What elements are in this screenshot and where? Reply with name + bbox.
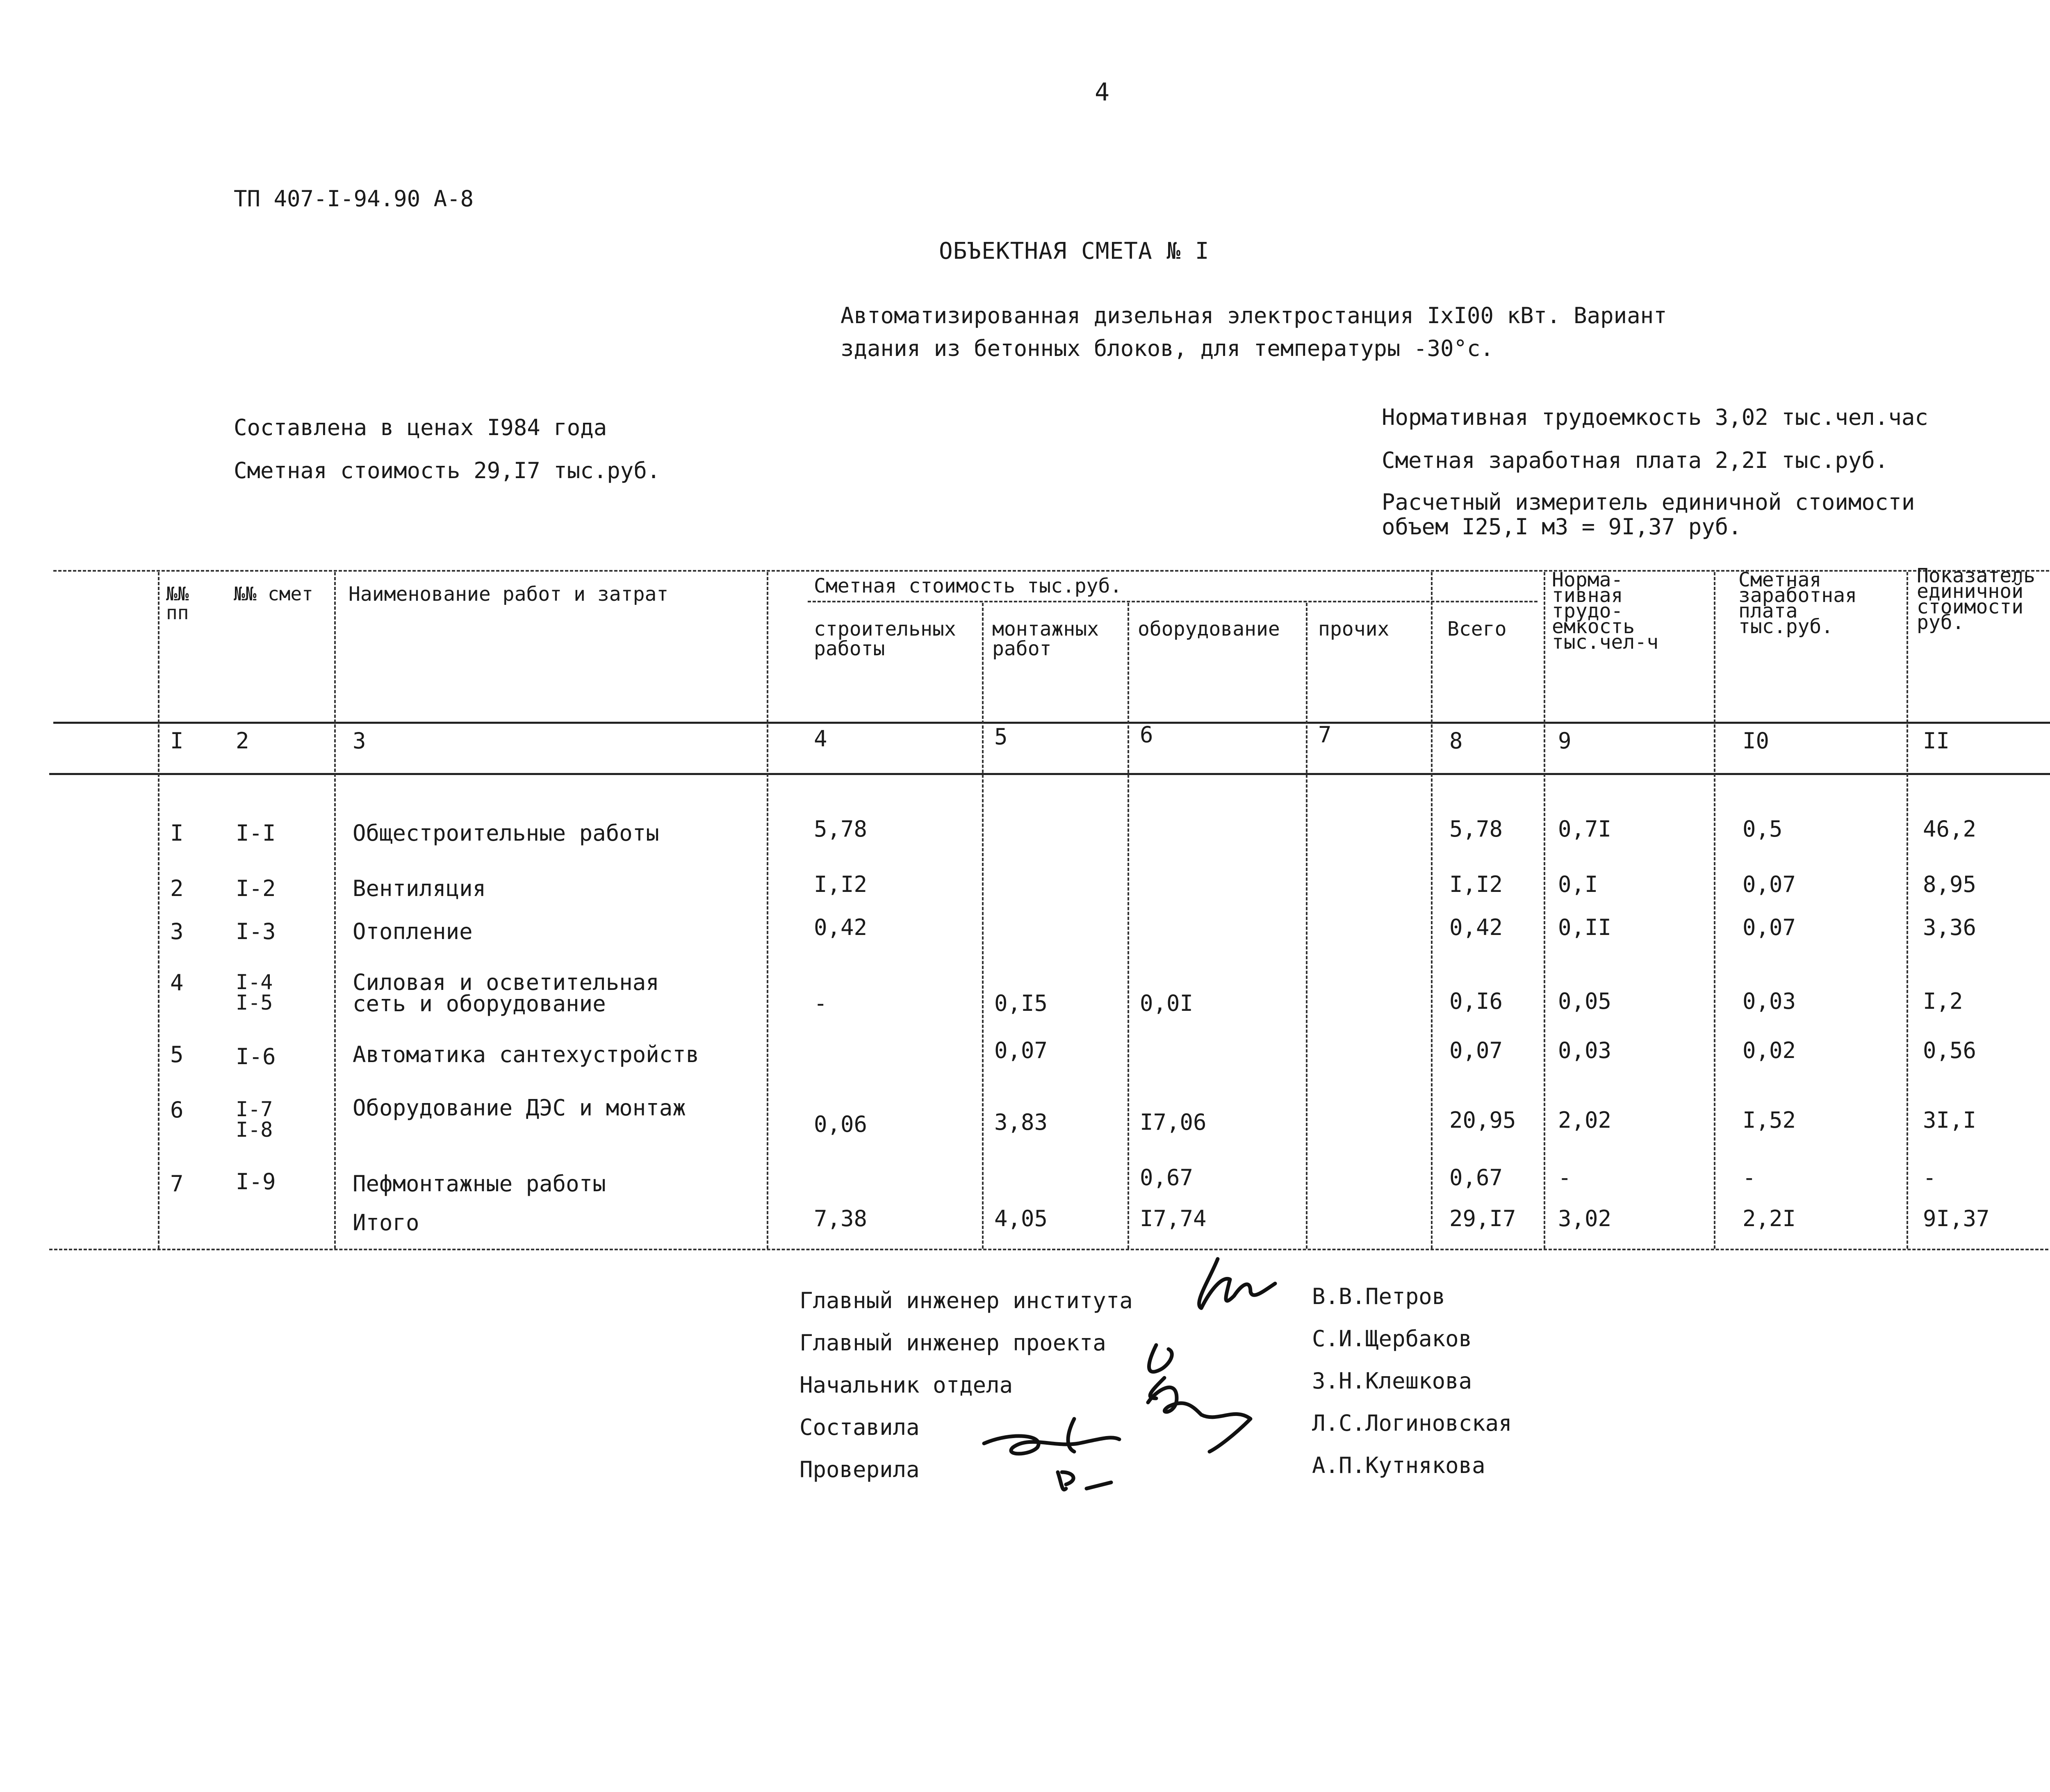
row7-equipment: 0,67 <box>1140 1165 1194 1190</box>
row2-name: Вентиляция <box>353 875 486 901</box>
group-header-rule <box>808 601 1538 602</box>
row1-construction: 5,78 <box>814 816 868 842</box>
col-number-7: 7 <box>1318 722 1332 748</box>
row3-indicator: 3,36 <box>1923 914 1977 940</box>
header-total: Всего <box>1447 618 1507 641</box>
total-construction: 7,38 <box>814 1206 868 1231</box>
row3-wage: 0,07 <box>1742 914 1796 940</box>
subtitle-line-1: Автоматизированная дизельная электростанция IхI00 кВт. Вариант <box>840 303 1667 328</box>
row1-smeta: I-I <box>236 820 276 846</box>
row3-name: Отопление <box>353 919 473 944</box>
header-smeta-number: №№ смет <box>234 583 313 605</box>
signature-names <box>1312 1275 1512 1486</box>
row2-number: 2 <box>170 875 184 901</box>
row4-number: 4 <box>170 970 184 996</box>
sig-name-5: А.П.Кутнякова <box>1312 1452 1485 1478</box>
sig-name-3: З.Н.Клешкова <box>1312 1368 1472 1394</box>
col-divider-7 <box>1431 572 1433 1249</box>
row6-installation: 3,83 <box>994 1109 1048 1135</box>
row1-wage: 0,5 <box>1742 816 1783 842</box>
document-title: ОБЪЕКТНАЯ СМЕТА № I <box>939 238 1210 264</box>
row6-equipment: I7,06 <box>1140 1109 1207 1135</box>
row3-total: 0,42 <box>1449 914 1503 940</box>
row5-indicator: 0,56 <box>1923 1037 1977 1063</box>
row4-indicator: I,2 <box>1923 988 1963 1014</box>
row5-labor: 0,03 <box>1558 1037 1612 1063</box>
col-divider-1 <box>158 572 159 1249</box>
col-number-8: 8 <box>1449 728 1463 754</box>
row7-number: 7 <box>170 1171 184 1197</box>
row4-installation: 0,I5 <box>994 990 1048 1016</box>
col-number-9: 9 <box>1558 728 1572 754</box>
row4-equipment: 0,0I <box>1140 990 1194 1016</box>
total-total: 29,I7 <box>1449 1206 1516 1231</box>
row6-labor: 2,02 <box>1558 1107 1612 1133</box>
signature-scribble-1 <box>1199 1259 1275 1308</box>
total-installation: 4,05 <box>994 1206 1048 1231</box>
header-cost-group: Сметная стоимость тыс.руб. <box>814 575 1122 597</box>
row6-number: 6 <box>170 1097 184 1123</box>
col-number-4: 4 <box>814 726 827 752</box>
row5-smeta: I-6 <box>236 1044 276 1069</box>
row7-name: Пефмонтажные работы <box>353 1171 606 1197</box>
col-divider-9 <box>1714 572 1715 1249</box>
row5-wage: 0,02 <box>1742 1037 1796 1063</box>
row1-number: I <box>170 820 184 846</box>
col-number-11: II <box>1923 728 1950 754</box>
estimated-wage: Сметная заработная плата 2,2I тыс.руб. <box>1382 447 1888 473</box>
sig-role-4: Составила <box>800 1414 920 1440</box>
prices-note: Составлена в ценах I984 года <box>234 415 607 440</box>
col-number-2: 2 <box>236 728 249 754</box>
row2-labor: 0,I <box>1558 871 1598 897</box>
col-number-1: I <box>170 728 184 754</box>
header-equipment: оборудование <box>1138 618 1280 641</box>
unit-meter <box>1382 490 1928 539</box>
header-row-number: №№ пп <box>166 583 189 624</box>
header-construction: строительных работы <box>814 618 956 660</box>
row5-name: Автоматика сантехустройств <box>353 1042 699 1067</box>
row1-total: 5,78 <box>1449 816 1503 842</box>
row7-wage: - <box>1742 1165 1756 1190</box>
total-label: Итого <box>353 1210 419 1236</box>
sig-name-4: Л.С.Логиновская <box>1312 1410 1512 1436</box>
subtitle <box>840 299 1667 365</box>
row3-smeta: I-3 <box>236 919 276 944</box>
row4-wage: 0,03 <box>1742 988 1796 1014</box>
normative-labor: Нормативная трудоемкость 3,02 тыс.чел.час <box>1382 404 1928 430</box>
row7-labor: - <box>1558 1165 1572 1190</box>
signature-scribble-3 <box>1148 1387 1250 1452</box>
col-divider-2 <box>334 572 336 1249</box>
row7-indicator: - <box>1923 1165 1936 1190</box>
row1-labor: 0,7I <box>1558 816 1612 842</box>
signature-scribble-4 <box>984 1419 1119 1454</box>
row1-name: Общестроительные работы <box>353 820 659 846</box>
total-equipment: I7,74 <box>1140 1206 1207 1231</box>
header-wage: Сметная заработная плата тыс.руб. <box>1738 568 1857 638</box>
row7-total: 0,67 <box>1449 1165 1503 1190</box>
signature-scribble-5 <box>1058 1472 1111 1490</box>
col-divider-10 <box>1906 572 1908 1249</box>
row4-total: 0,I6 <box>1449 988 1503 1014</box>
col-number-6: 6 <box>1140 722 1153 748</box>
total-labor: 3,02 <box>1558 1206 1612 1231</box>
left-info <box>234 406 660 492</box>
header-other: прочих <box>1318 618 1389 641</box>
row5-total: 0,07 <box>1449 1037 1503 1063</box>
row7-smeta: I-9 <box>236 1169 276 1195</box>
col-divider-6 <box>1306 603 1307 1249</box>
row2-smeta: I-2 <box>236 875 276 901</box>
row2-indicator: 8,95 <box>1923 871 1977 897</box>
col-divider-8 <box>1544 572 1545 1249</box>
row5-number: 5 <box>170 1042 184 1067</box>
total-wage: 2,2I <box>1742 1206 1796 1231</box>
sig-name-2: С.И.Щербаков <box>1312 1326 1472 1352</box>
row6-total: 20,95 <box>1449 1107 1516 1133</box>
right-info <box>1382 396 1928 539</box>
unit-meter-line-1: Расчетный измеритель единичной стоимости <box>1382 489 1915 515</box>
col-divider-4 <box>982 603 984 1249</box>
sig-role-2: Главный инженер проекта <box>800 1330 1106 1356</box>
row4-name: Силовая и осветительная сеть и оборудование <box>353 969 659 1017</box>
estimated-cost: Сметная стоимость 29,I7 тыс.руб. <box>234 458 661 483</box>
sig-role-1: Главный инженер института <box>800 1288 1133 1313</box>
header-work-name: Наименование работ и затрат <box>348 583 669 606</box>
header-bottom-rule <box>53 722 2050 724</box>
col-number-10: I0 <box>1742 728 1770 754</box>
document-code: ТП 407-I-94.90 А-8 <box>234 186 474 212</box>
col-numbers-rule <box>49 773 2050 775</box>
row2-construction: I,I2 <box>814 871 868 897</box>
row5-installation: 0,07 <box>994 1037 1048 1063</box>
header-unit-indicator: Показатель единичной стоимости руб. <box>1917 564 2035 634</box>
row6-indicator: 3I,I <box>1923 1107 1977 1133</box>
handwritten-signatures <box>963 1243 1292 1497</box>
row2-wage: 0,07 <box>1742 871 1796 897</box>
col-number-3: 3 <box>353 728 366 754</box>
unit-meter-line-2: объем I25,I м3 = 9I,37 руб. <box>1382 514 1742 540</box>
row3-number: 3 <box>170 919 184 944</box>
row1-indicator: 46,2 <box>1923 816 1977 842</box>
row4-labor: 0,05 <box>1558 988 1612 1014</box>
row2-total: I,I2 <box>1449 871 1503 897</box>
page-number: 4 <box>1095 78 1110 107</box>
row6-smeta: I-7 I-8 <box>236 1097 273 1142</box>
sig-role-5: Проверила <box>800 1457 920 1482</box>
header-labor: Норма- тивная трудо- емкость тыс.чел-ч <box>1552 568 1659 654</box>
row6-wage: I,52 <box>1742 1107 1796 1133</box>
row3-labor: 0,II <box>1558 914 1612 940</box>
row3-construction: 0,42 <box>814 914 868 940</box>
header-installation: монтажных работ <box>992 618 1099 660</box>
total-indicator: 9I,37 <box>1923 1206 1990 1231</box>
sig-role-3: Начальник отдела <box>800 1372 1013 1398</box>
row4-construction: - <box>814 990 827 1016</box>
col-divider-5 <box>1128 603 1129 1249</box>
subtitle-line-2: здания из бетонных блоков, для температуры -30°с. <box>840 335 1494 361</box>
row4-smeta: I-4 I-5 <box>236 970 273 1015</box>
col-divider-3 <box>767 572 768 1249</box>
row6-name: Оборудование ДЭС и монтаж <box>353 1095 686 1121</box>
sig-name-1: В.В.Петров <box>1312 1284 1446 1309</box>
row6-construction: 0,06 <box>814 1111 868 1137</box>
col-number-5: 5 <box>994 724 1008 750</box>
